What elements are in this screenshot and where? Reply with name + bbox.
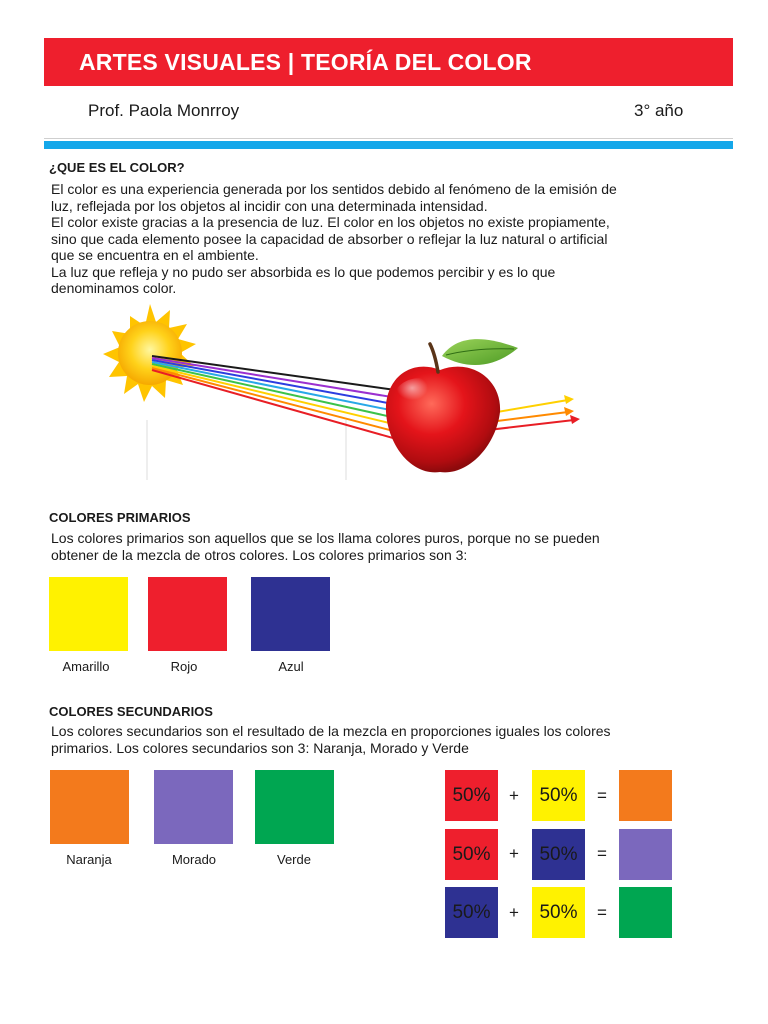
intro-line: El color es una experiencia generada por los sentidos debido al fenómeno de la emisión de — [51, 181, 617, 197]
swatch-blue — [251, 577, 330, 651]
sun-icon — [103, 304, 196, 402]
swatch-label-rojo: Rojo — [170, 659, 198, 674]
intro-line: luz, reflejada por los objetos al incidir con una determinada intensidad. — [51, 197, 488, 214]
swatch-label-verde: Verde — [277, 852, 311, 867]
secondary-line: Los colores secundarios son el resultado de la mezcla en proporciones iguales los colores — [51, 723, 611, 739]
divider-line — [44, 138, 733, 139]
mix-result-orange — [619, 770, 672, 821]
swatch-label-naranja: Naranja — [66, 852, 112, 867]
primary-heading: COLORES PRIMARIOS — [49, 510, 191, 525]
primary-paragraph — [51, 530, 600, 563]
mix-result-green — [619, 887, 672, 938]
mix-red-box: 50% — [445, 829, 498, 880]
intro-line: La luz que refleja y no pudo ser absorbida es lo que podemos percibir y es lo que — [51, 263, 556, 280]
grade-label: 3° año — [634, 101, 684, 120]
mix-result-purple — [619, 829, 672, 880]
page-title: ARTES VISUALES | TEORÍA DEL COLOR — [79, 49, 532, 75]
equals-sign: = — [597, 844, 607, 863]
title-banner — [44, 38, 733, 86]
plus-sign: + — [509, 903, 519, 922]
secondary-line: primarios. Los colores secundarios son 3: Naranja, Morado y Verde — [51, 739, 469, 756]
mix-blue-box: 50% — [445, 887, 498, 938]
swatch-label-morado: Morado — [171, 852, 217, 867]
intro-heading: ¿QUE ES EL COLOR? — [49, 160, 185, 175]
swatch-red — [148, 577, 227, 651]
intro-line: El color existe gracias a la presencia de luz. El color en los objetos no existe propiamente, — [51, 214, 610, 230]
secondary-paragraph — [51, 723, 611, 756]
secondary-heading: COLORES SECUNDARIOS — [49, 704, 213, 719]
mix-red-box: 50% — [445, 770, 498, 821]
plus-sign: + — [509, 844, 519, 863]
intro-line: que se encuentra en el ambiente. — [51, 247, 259, 263]
light-rays — [152, 356, 574, 440]
swatch-label-azul: Azul — [278, 659, 304, 674]
teacher-name: Prof. Paola Monrroy — [88, 101, 240, 120]
plus-sign: + — [509, 786, 519, 805]
equals-sign: = — [597, 786, 607, 805]
primary-line: Los colores primarios son aquellos que se los llama colores puros, porque no se pueden — [51, 530, 600, 546]
intro-line: denominamos color. — [51, 280, 177, 296]
swatch-orange — [50, 770, 129, 844]
primary-line: obtener de la mezcla de otros colores. Los colores primarios son 3: — [51, 546, 468, 563]
blue-divider-bar — [44, 141, 733, 149]
swatch-yellow — [49, 577, 128, 651]
swatch-label-amarillo: Amarillo — [62, 659, 110, 674]
apple-icon — [386, 339, 518, 472]
mix-blue-box: 50% — [532, 829, 585, 880]
mix-yellow-box: 50% — [532, 770, 585, 821]
mix-yellow-box: 50% — [532, 887, 585, 938]
intro-paragraph — [51, 181, 617, 297]
sun-apple-light-illustration — [90, 300, 590, 482]
equals-sign: = — [597, 903, 607, 922]
intro-line: sino que cada elemento posee la capacidad de absorber o reflejar la luz natural o artificial — [51, 230, 608, 247]
swatch-green — [255, 770, 334, 844]
swatch-purple — [154, 770, 233, 844]
